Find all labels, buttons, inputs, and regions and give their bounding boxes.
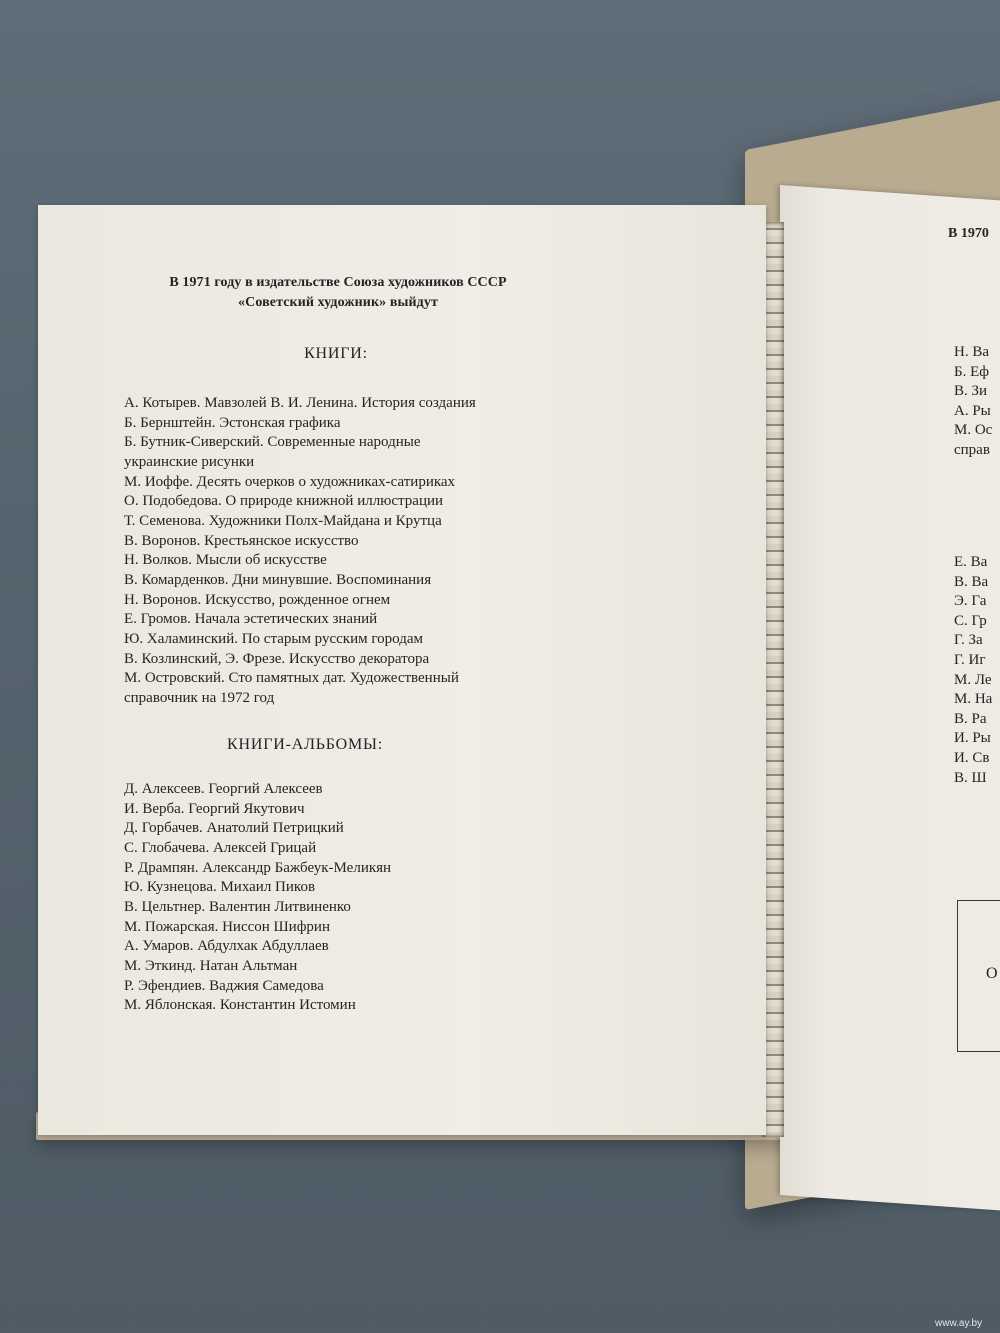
right-list-item: С. Гр: [954, 612, 987, 629]
page-heading: [128, 273, 548, 313]
right-list-item: Г. Иг: [954, 651, 986, 668]
right-list-item: справ: [954, 441, 990, 458]
list-item: В. Воронов. Крестьянское искусство: [124, 532, 359, 549]
books-section-title: КНИГИ:: [304, 345, 368, 362]
list-item: М. Яблонская. Константин Истомин: [124, 997, 356, 1014]
right-page-heading: В 1970: [948, 226, 989, 241]
right-list-item: В. Зи: [954, 383, 988, 400]
right-list-item: Э. Га: [954, 593, 987, 610]
list-item: Ю. Халаминский. По старым русским городам: [124, 630, 423, 647]
right-list-item: Н. Ва: [954, 344, 989, 360]
watermark: www.ay.by: [935, 1318, 983, 1329]
right-list-item: М. Ле: [954, 671, 992, 688]
list-item: М. Пожарская. Ниссон Шифрин: [124, 918, 330, 935]
heading-line-2: «Советский художник» выйдут: [238, 295, 438, 310]
list-item: Т. Семенова. Художники Полх-Майдана и Крутца: [124, 512, 442, 529]
right-page-list-top: [954, 343, 992, 461]
list-item: Д. Горбачев. Анатолий Петрицкий: [124, 820, 344, 837]
list-item: А. Умаров. Абдулхак Абдуллаев: [124, 938, 329, 955]
right-list-item: Г. За: [954, 632, 983, 649]
list-item: М. Островский. Сто памятных дат. Художественный: [124, 670, 459, 687]
list-item: В. Козлинский, Э. Фрезе. Искусство декоратора: [124, 650, 430, 667]
list-item: В. Комарденков. Дни минувшие. Воспоминания: [124, 571, 432, 588]
right-list-item: В. Ш: [954, 769, 987, 786]
right-box-text: О: [986, 965, 998, 982]
right-list-item: Б. Еф: [954, 363, 989, 380]
right-list-item: Е. Ва: [954, 554, 988, 570]
right-page-framed-box: [957, 900, 1000, 1052]
right-list-item: И. Св: [954, 749, 990, 766]
list-item: Р. Дрампян. Александр Бажбеук-Меликян: [124, 859, 392, 876]
list-item: Р. Эфендиев. Ваджия Самедова: [124, 977, 324, 994]
list-item: Ю. Кузнецова. Михаил Пиков: [124, 879, 316, 896]
list-item: Б. Бернштейн. Эстонская графика: [124, 414, 341, 431]
books-list: [124, 394, 564, 709]
list-item: Н. Воронов. Искусство, рожденное огнем: [124, 591, 391, 608]
right-list-item: В. Ва: [954, 573, 989, 590]
list-item: Н. Волков. Мысли об искусстве: [124, 552, 327, 569]
list-item: И. Верба. Георгий Якутович: [124, 800, 305, 817]
list-item: Д. Алексеев. Георгий Алексеев: [124, 781, 323, 797]
list-item: украинские рисунки: [124, 453, 255, 470]
albums-list: [124, 780, 564, 1016]
right-list-item: М. На: [954, 691, 993, 708]
list-item: Б. Бутник-Сиверский. Современные народные: [124, 434, 421, 451]
list-item: С. Глобачева. Алексей Грицай: [124, 839, 317, 856]
list-item: О. Подобедова. О природе книжной иллюстрации: [124, 493, 444, 510]
list-item: В. Цельтнер. Валентин Литвиненко: [124, 898, 351, 915]
right-list-item: А. Ры: [954, 402, 991, 419]
list-item: М. Иоффе. Десять очерков о художниках-сатириках: [124, 473, 456, 490]
right-list-item: В. Ра: [954, 710, 987, 727]
list-item: А. Котырев. Мавзолей В. И. Ленина. История создания: [124, 395, 476, 411]
right-list-item: И. Ры: [954, 730, 991, 747]
list-item: Е. Громов. Начала эстетических знаний: [124, 611, 378, 628]
list-item: М. Эткинд. Натан Альтман: [124, 957, 298, 974]
right-page-list-bottom: [954, 553, 992, 788]
albums-section-title: КНИГИ-АЛЬБОМЫ:: [227, 736, 383, 753]
heading-line-1: В 1971 году в издательстве Союза художников СССР: [169, 275, 507, 290]
right-list-item: М. Ос: [954, 422, 993, 439]
list-item: справочник на 1972 год: [124, 689, 275, 706]
